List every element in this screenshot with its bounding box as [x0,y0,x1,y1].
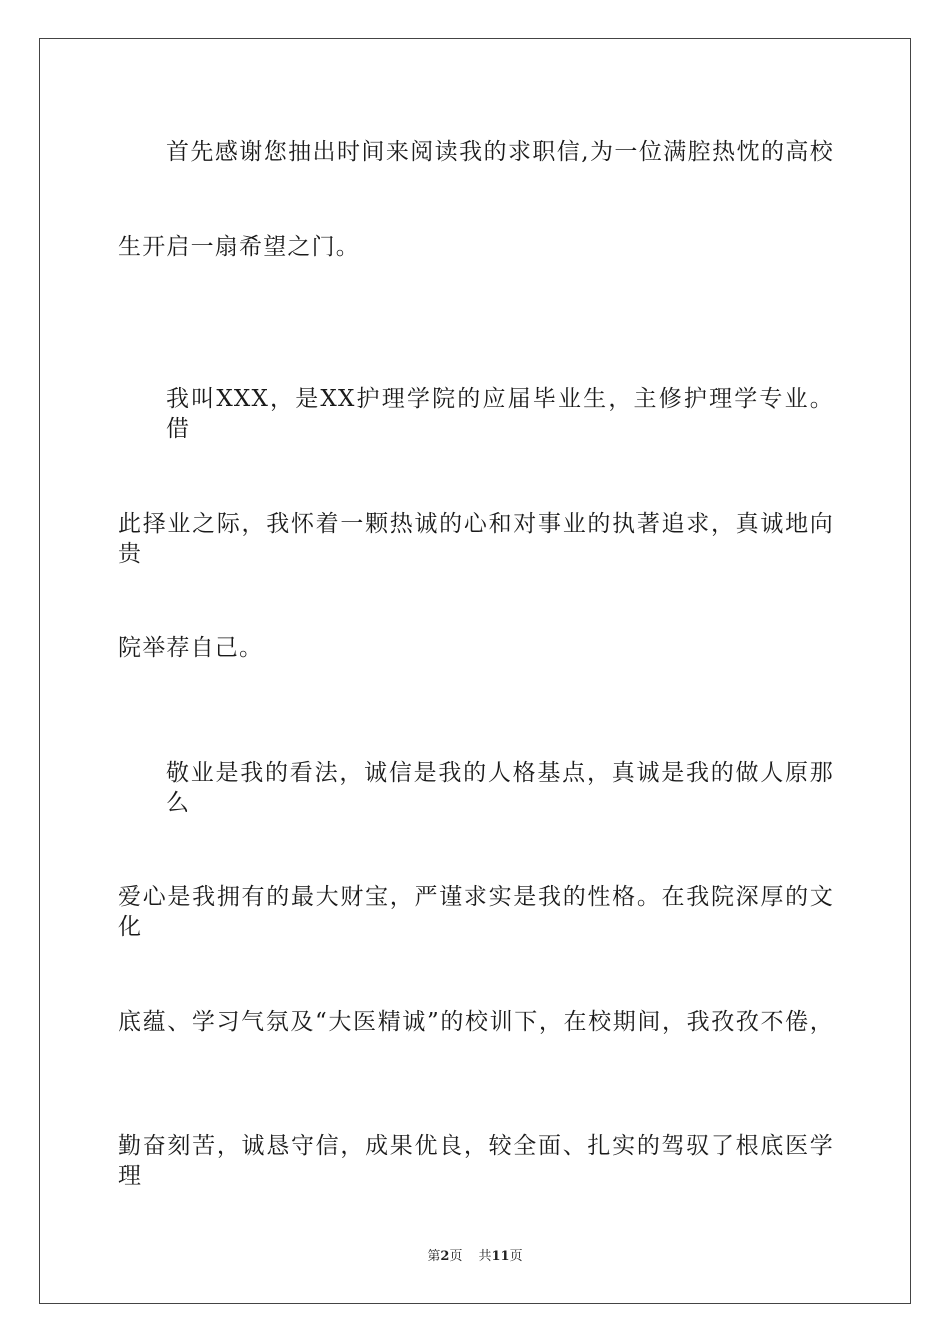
page-footer [0,1248,950,1266]
paragraph-line-5: 院举荐自己。 [118,635,264,661]
paragraph-line-6: 敬业是我的看法，诚信是我的人格基点，真诚是我的做人原那么 [166,760,834,816]
page-border [39,38,911,1304]
footer-total-prefix: 共 [478,1249,492,1264]
paragraph-line-9: 勤奋刻苦，诚恳守信，成果优良，较全面、扎实的驾驭了根底医学理 [118,1133,834,1189]
footer-total-pages: 11 [491,1249,510,1264]
footer-page-prefix: 第 [427,1249,441,1264]
paragraph-line-2: 生开启一扇希望之门。 [118,234,360,260]
footer-page-suffix: 页 [449,1249,463,1264]
paragraph-line-1: 首先感谢您抽出时间来阅读我的求职信,为一位满腔热忱的高校 [166,139,834,165]
paragraph-line-7: 爱心是我拥有的最大财宝，严谨求实是我的性格。在我院深厚的文化 [118,884,834,940]
footer-total-suffix: 页 [509,1249,523,1264]
footer-page-number: 2 [440,1249,450,1264]
paragraph-line-8: 底蕴、学习气氛及“大医精诚”的校训下，在校期间，我孜孜不倦， [118,1009,834,1035]
paragraph-line-3: 我叫XXX，是XX护理学院的应届毕业生，主修护理学专业。借 [166,386,834,442]
paragraph-line-4: 此择业之际，我怀着一颗热诚的心和对事业的执著追求，真诚地向贵 [118,511,834,567]
